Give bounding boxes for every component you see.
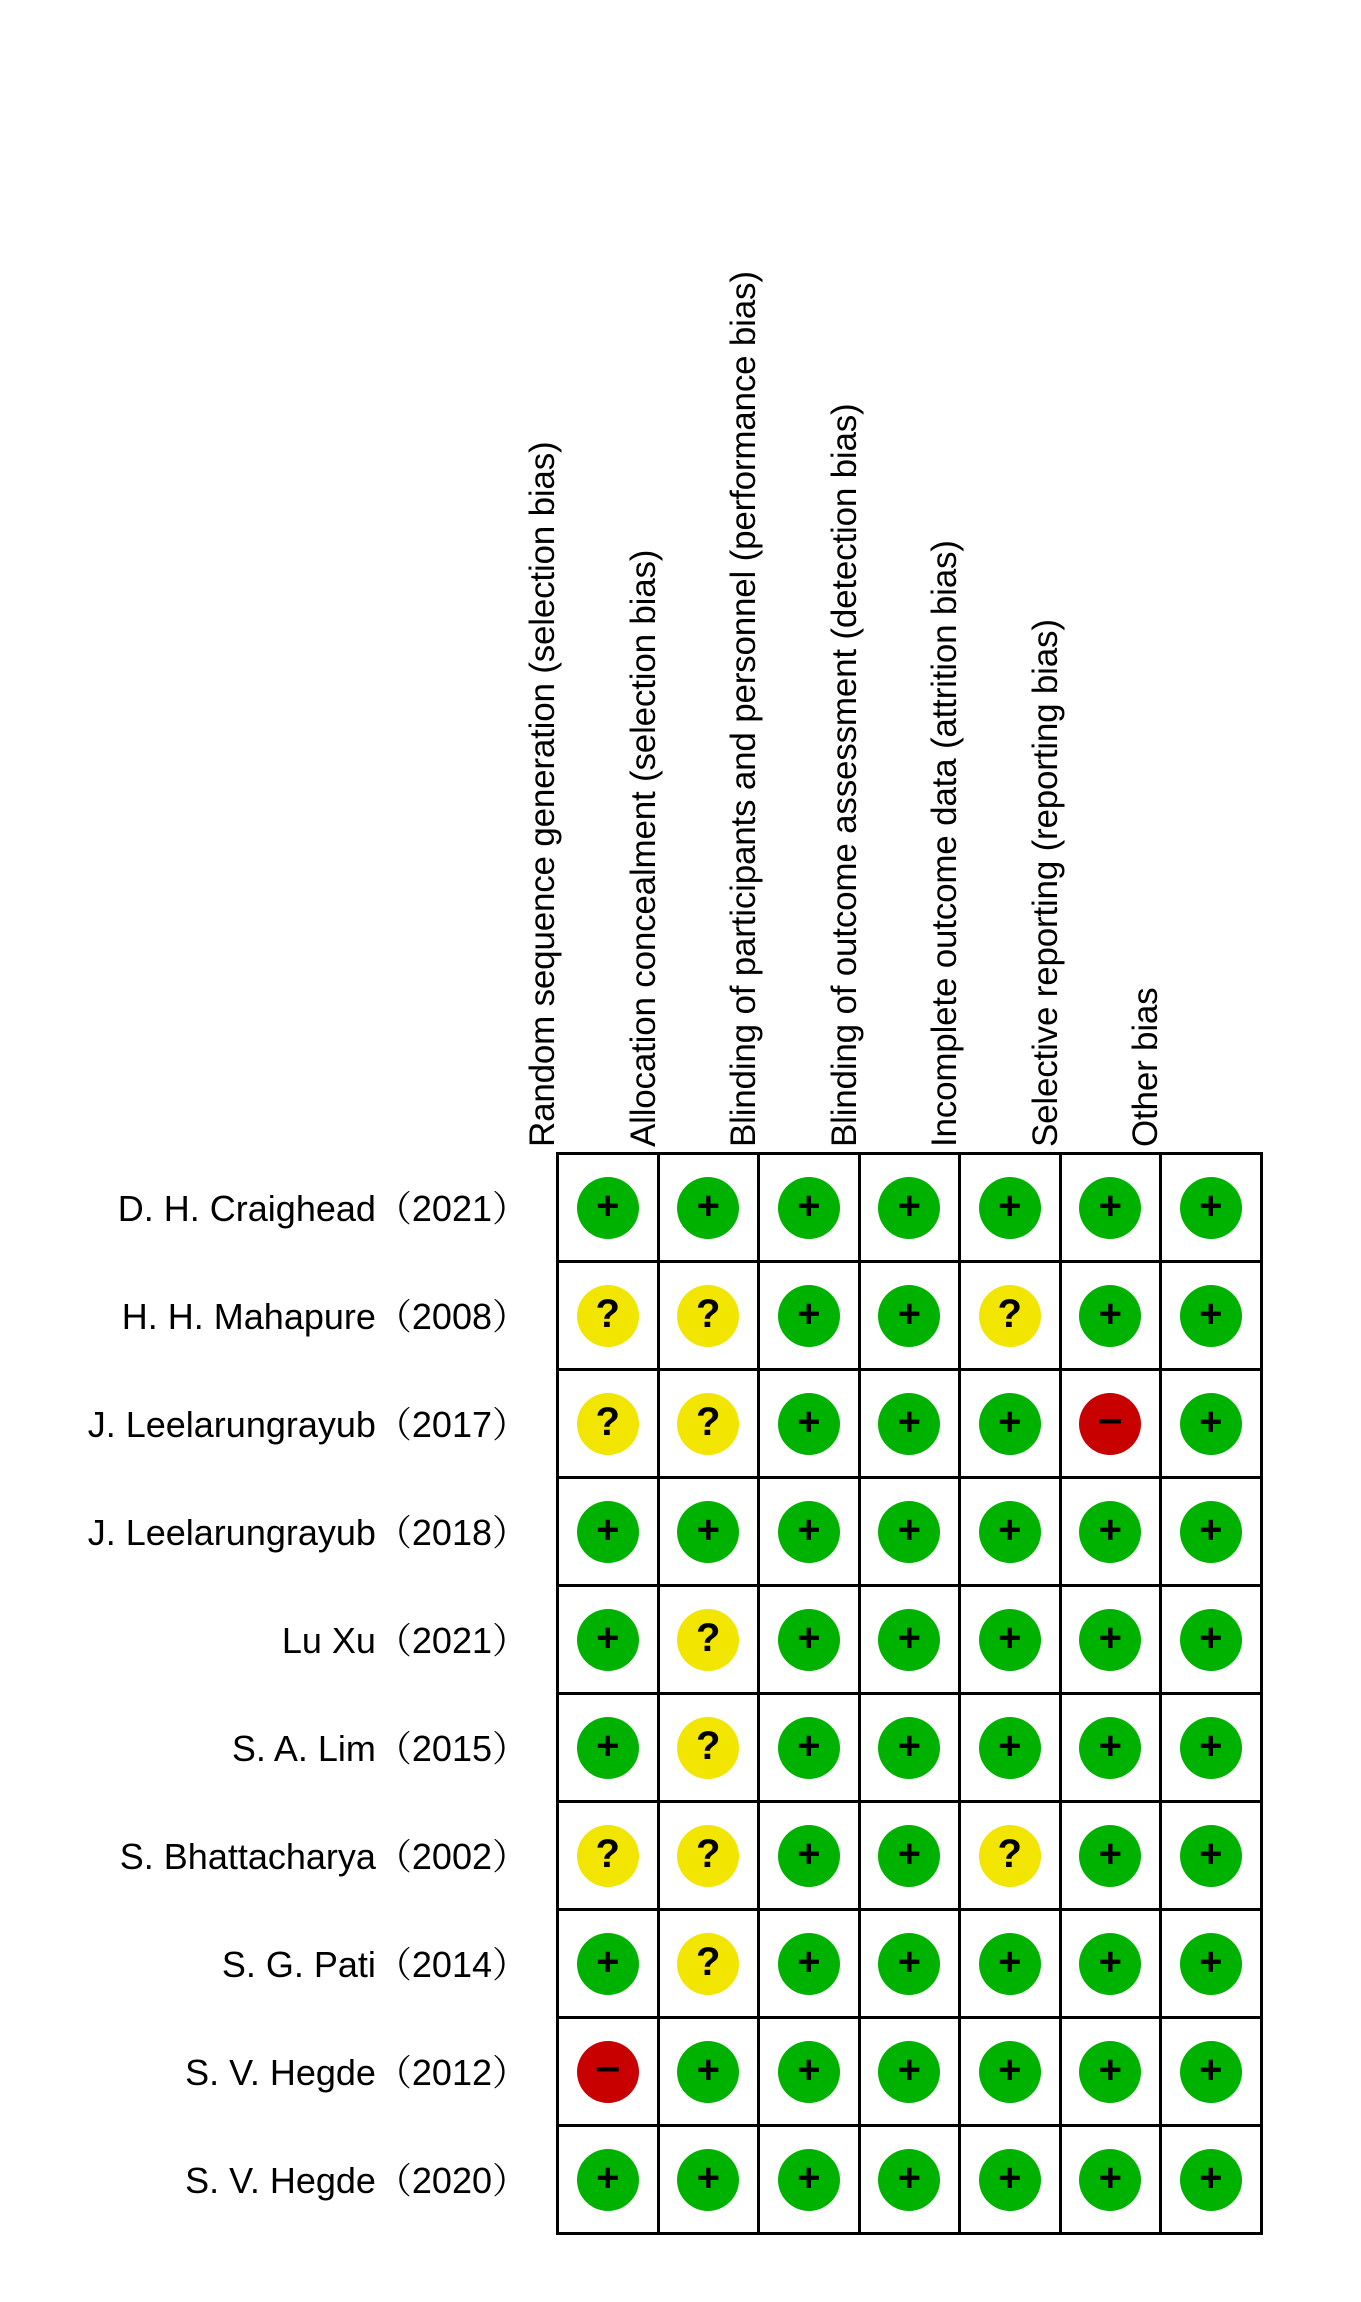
judgement-glyph: + (998, 2047, 1022, 2092)
judgement-low-icon (1180, 1609, 1242, 1671)
judgement-low-icon (1180, 1501, 1242, 1563)
judgement-low-icon (1079, 1825, 1141, 1887)
column-header-5 (1025, 155, 1065, 1155)
judgement-low-icon (1180, 1285, 1242, 1347)
study-label: S. V. Hegde（2020） (185, 2159, 528, 2201)
judgement-glyph: + (797, 2047, 821, 2092)
judgement-low-icon (878, 1825, 940, 1887)
judgement-glyph: + (1098, 1939, 1122, 1984)
judgement-glyph: ? (595, 1831, 620, 1876)
bias-cell (559, 2019, 660, 2127)
judgement-glyph: ? (595, 1291, 620, 1336)
bias-cell (760, 1479, 861, 1587)
bias-cell (961, 2019, 1062, 2127)
judgement-low-icon (677, 2041, 739, 2103)
judgement-low-icon (878, 2041, 940, 2103)
judgement-glyph: + (897, 1615, 921, 1660)
judgement-low-icon (577, 1609, 639, 1671)
judgement-low-icon (1180, 1717, 1242, 1779)
grid-row (559, 1263, 1263, 1371)
judgement-low-icon (1180, 2041, 1242, 2103)
judgement-glyph: + (897, 1507, 921, 1552)
judgement-glyph: + (596, 1723, 620, 1768)
bias-cell (961, 2127, 1062, 2235)
bias-cell (1062, 1479, 1163, 1587)
judgement-low-icon (778, 1933, 840, 1995)
study-label: D. H. Craighead（2021） (117, 1187, 528, 1229)
judgement-low-icon (979, 2149, 1041, 2211)
bias-cell (660, 1371, 761, 1479)
bias-cell (861, 1911, 962, 2019)
judgement-glyph: + (1199, 1615, 1223, 1660)
judgement-low-icon (677, 1501, 739, 1563)
bias-cell (1162, 1911, 1263, 2019)
study-label: Lu Xu（2021） (281, 1619, 528, 1661)
judgement-low-icon (878, 1717, 940, 1779)
bias-cell (961, 1479, 1062, 1587)
column-header-label: Blinding of participants and personnel (performance bias) (724, 271, 763, 1147)
judgement-low-icon (1079, 1609, 1141, 1671)
judgement-low-icon (577, 1177, 639, 1239)
bias-cell (559, 1155, 660, 1263)
bias-cell (1062, 1911, 1163, 2019)
bias-cell (760, 1803, 861, 1911)
study-label: S. V. Hegde（2012） (185, 2051, 528, 2093)
column-header-2 (726, 155, 761, 1155)
column-header-label: Allocation concealment (selection bias) (623, 549, 663, 1147)
bias-cell (961, 1263, 1062, 1371)
risk-of-bias-grid (556, 1152, 1263, 2235)
judgement-low-icon (1079, 1177, 1141, 1239)
bias-cell (660, 1155, 761, 1263)
judgement-glyph: ? (696, 1399, 721, 1444)
judgement-glyph: + (1199, 1507, 1223, 1552)
study-label: J. Leelarungrayub（2017） (87, 1403, 528, 1445)
judgement-low-icon (778, 2041, 840, 2103)
bias-cell (1162, 1371, 1263, 1479)
judgement-unclear-icon (677, 1609, 739, 1671)
judgement-low-icon (878, 1177, 940, 1239)
bias-cell (760, 1155, 861, 1263)
judgement-low-icon (979, 1177, 1041, 1239)
judgement-glyph: ? (997, 1831, 1022, 1876)
judgement-low-icon (677, 2149, 739, 2211)
bias-cell (1162, 1155, 1263, 1263)
judgement-glyph: + (998, 1939, 1022, 1984)
judgement-low-icon (1079, 1717, 1141, 1779)
judgement-glyph: + (797, 1399, 821, 1444)
bias-cell (961, 1911, 1062, 2019)
bias-cell (1062, 1155, 1163, 1263)
bias-cell (760, 1587, 861, 1695)
judgement-low-icon (1180, 1393, 1242, 1455)
judgement-glyph: + (1199, 1831, 1223, 1876)
judgement-low-icon (778, 1285, 840, 1347)
judgement-glyph: + (797, 1507, 821, 1552)
judgement-glyph: + (998, 1507, 1022, 1552)
bias-cell (660, 1263, 761, 1371)
judgement-glyph: + (696, 1507, 720, 1552)
judgement-glyph: ? (696, 1723, 721, 1768)
bias-cell (559, 2127, 660, 2235)
bias-cell (1162, 2019, 1263, 2127)
judgement-glyph: + (897, 1831, 921, 1876)
judgement-low-icon (979, 1717, 1041, 1779)
bias-cell (1062, 1803, 1163, 1911)
study-label: S. A. Lim（2015） (231, 1727, 528, 1769)
judgement-glyph: + (1199, 2047, 1223, 2092)
column-header-4 (927, 155, 962, 1155)
bias-cell (1062, 1587, 1163, 1695)
bias-cell (660, 1911, 761, 2019)
bias-cell (961, 1587, 1062, 1695)
judgement-glyph: + (897, 2155, 921, 2200)
judgement-unclear-icon (677, 1825, 739, 1887)
bias-cell (861, 1263, 962, 1371)
grid-row (559, 2019, 1263, 2127)
judgement-glyph: ? (696, 1291, 721, 1336)
column-header-0 (525, 155, 560, 1155)
study-label: J. Leelarungrayub（2018） (87, 1511, 528, 1553)
column-header-label: Blinding of outcome assessment (detection bias) (824, 403, 864, 1147)
grid-row (559, 1155, 1263, 1263)
judgement-low-icon (1180, 1825, 1242, 1887)
grid-row (559, 1479, 1263, 1587)
judgement-glyph: + (897, 1939, 921, 1984)
bias-cell (861, 1587, 962, 1695)
judgement-glyph: + (696, 2047, 720, 2092)
judgement-glyph: + (1199, 1399, 1223, 1444)
bias-cell (559, 1587, 660, 1695)
judgement-unclear-icon (979, 1285, 1041, 1347)
judgement-glyph: + (596, 1615, 620, 1660)
judgement-unclear-icon (577, 1825, 639, 1887)
column-header-label: Selective reporting (reporting bias) (1025, 619, 1065, 1147)
bias-cell (660, 2127, 761, 2235)
bias-cell (1162, 1479, 1263, 1587)
bias-cell (559, 1263, 660, 1371)
judgement-low-icon (878, 1501, 940, 1563)
column-header-label: Other bias (1126, 987, 1165, 1147)
grid-row (559, 1371, 1263, 1479)
bias-cell (1162, 1587, 1263, 1695)
grid-row (559, 1803, 1263, 1911)
bias-cell (961, 1371, 1062, 1479)
bias-cell (660, 1479, 761, 1587)
judgement-glyph: + (596, 2155, 620, 2200)
judgement-glyph: + (998, 1399, 1022, 1444)
column-header-3 (824, 155, 864, 1155)
judgement-glyph: + (797, 2155, 821, 2200)
judgement-unclear-icon (979, 1825, 1041, 1887)
bias-cell (861, 1695, 962, 1803)
judgement-low-icon (979, 1393, 1041, 1455)
bias-cell (961, 1803, 1062, 1911)
judgement-low-icon (778, 1393, 840, 1455)
judgement-low-icon (1079, 2149, 1141, 2211)
judgement-unclear-icon (577, 1393, 639, 1455)
bias-cell (1062, 1695, 1163, 1803)
judgement-low-icon (1079, 2041, 1141, 2103)
bias-cell (861, 1371, 962, 1479)
judgement-low-icon (778, 1825, 840, 1887)
judgement-glyph: + (897, 2047, 921, 2092)
judgement-low-icon (577, 1501, 639, 1563)
grid-row (559, 1911, 1263, 2019)
judgement-glyph: ? (595, 1399, 620, 1444)
judgement-high-icon (1079, 1393, 1141, 1455)
judgement-glyph: + (998, 1615, 1022, 1660)
judgement-unclear-icon (577, 1285, 639, 1347)
judgement-low-icon (878, 1609, 940, 1671)
judgement-glyph: + (897, 1399, 921, 1444)
judgement-low-icon (778, 1609, 840, 1671)
bias-cell (760, 1371, 861, 1479)
judgement-low-icon (577, 2149, 639, 2211)
judgement-glyph: + (1098, 1183, 1122, 1228)
judgement-glyph: + (1098, 1291, 1122, 1336)
bias-cell (559, 1911, 660, 2019)
bias-cell (1062, 2127, 1163, 2235)
judgement-glyph: + (998, 1183, 1022, 1228)
bias-cell (559, 1695, 660, 1803)
judgement-low-icon (577, 1717, 639, 1779)
judgement-glyph: + (1199, 1291, 1223, 1336)
judgement-glyph: + (1199, 2155, 1223, 2200)
judgement-low-icon (878, 1393, 940, 1455)
bias-cell (660, 2019, 761, 2127)
column-header-1 (623, 155, 663, 1155)
bias-cell (1062, 1371, 1163, 1479)
bias-cell (1162, 1803, 1263, 1911)
bias-cell (760, 2019, 861, 2127)
grid-row (559, 2127, 1263, 2235)
judgement-low-icon (979, 1501, 1041, 1563)
bias-cell (1062, 2019, 1163, 2127)
bias-cell (861, 1803, 962, 1911)
judgement-glyph: + (1098, 2155, 1122, 2200)
column-header-label: Incomplete outcome data (attrition bias) (925, 540, 964, 1147)
judgement-glyph: – (1098, 1393, 1123, 1443)
judgement-glyph: + (897, 1183, 921, 1228)
judgement-glyph: + (897, 1723, 921, 1768)
judgement-low-icon (778, 1177, 840, 1239)
judgement-low-icon (1079, 1501, 1141, 1563)
bias-cell (760, 2127, 861, 2235)
judgement-low-icon (878, 1285, 940, 1347)
judgement-unclear-icon (677, 1933, 739, 1995)
judgement-unclear-icon (677, 1717, 739, 1779)
column-header-group (523, 0, 1340, 1155)
judgement-glyph: + (1199, 1723, 1223, 1768)
bias-cell (660, 1803, 761, 1911)
bias-cell (961, 1695, 1062, 1803)
grid-row (559, 1695, 1263, 1803)
judgement-glyph: + (1199, 1183, 1223, 1228)
bias-cell (559, 1479, 660, 1587)
bias-cell (1162, 1695, 1263, 1803)
judgement-low-icon (878, 1933, 940, 1995)
study-label: S. Bhattacharya（2002） (119, 1835, 528, 1877)
judgement-glyph: + (797, 1723, 821, 1768)
judgement-low-icon (1180, 1177, 1242, 1239)
bias-cell (1162, 2127, 1263, 2235)
judgement-glyph: ? (997, 1291, 1022, 1336)
bias-cell (559, 1803, 660, 1911)
bias-cell (660, 1695, 761, 1803)
judgement-glyph: + (897, 1291, 921, 1336)
bias-cell (559, 1371, 660, 1479)
bias-cell (760, 1263, 861, 1371)
bias-cell (861, 1479, 962, 1587)
judgement-low-icon (778, 2149, 840, 2211)
judgement-glyph: ? (696, 1615, 721, 1660)
column-header-label: Random sequence generation (selection bias) (523, 441, 562, 1147)
judgement-glyph: + (998, 2155, 1022, 2200)
judgement-glyph: + (1098, 1615, 1122, 1660)
judgement-low-icon (677, 1177, 739, 1239)
grid-row (559, 1587, 1263, 1695)
judgement-low-icon (1180, 1933, 1242, 1995)
judgement-low-icon (577, 1933, 639, 1995)
bias-cell (1162, 1263, 1263, 1371)
judgement-glyph: + (596, 1507, 620, 1552)
judgement-glyph: + (1098, 1723, 1122, 1768)
judgement-low-icon (979, 2041, 1041, 2103)
judgement-glyph: + (797, 1831, 821, 1876)
bias-cell (760, 1911, 861, 2019)
judgement-glyph: ? (696, 1831, 721, 1876)
study-label: H. H. Mahapure（2008） (121, 1295, 528, 1337)
judgement-glyph: + (596, 1183, 620, 1228)
bias-cell (660, 1587, 761, 1695)
bias-cell (1062, 1263, 1163, 1371)
judgement-glyph: – (595, 2041, 620, 2091)
judgement-glyph: + (696, 1183, 720, 1228)
judgement-low-icon (1079, 1933, 1141, 1995)
judgement-glyph: + (1098, 1507, 1122, 1552)
judgement-low-icon (1180, 2149, 1242, 2211)
judgement-glyph: ? (696, 1939, 721, 1984)
judgement-unclear-icon (677, 1285, 739, 1347)
judgement-unclear-icon (677, 1393, 739, 1455)
judgement-low-icon (979, 1933, 1041, 1995)
judgement-glyph: + (998, 1723, 1022, 1768)
judgement-glyph: + (696, 2155, 720, 2200)
judgement-high-icon (577, 2041, 639, 2103)
bias-cell (861, 2019, 962, 2127)
judgement-glyph: + (596, 1939, 620, 1984)
judgement-glyph: + (1098, 2047, 1122, 2092)
study-label-group (0, 1152, 548, 2232)
judgement-glyph: + (1199, 1939, 1223, 1984)
judgement-glyph: + (797, 1183, 821, 1228)
judgement-glyph: + (797, 1615, 821, 1660)
judgement-low-icon (979, 1609, 1041, 1671)
judgement-glyph: + (1098, 1831, 1122, 1876)
judgement-low-icon (878, 2149, 940, 2211)
bias-cell (861, 1155, 962, 1263)
bias-cell (861, 2127, 962, 2235)
bias-cell (760, 1695, 861, 1803)
judgement-low-icon (1079, 1285, 1141, 1347)
study-label: S. G. Pati（2014） (221, 1943, 528, 1985)
judgement-glyph: + (797, 1291, 821, 1336)
judgement-glyph: + (797, 1939, 821, 1984)
bias-cell (961, 1155, 1062, 1263)
column-header-6 (1128, 155, 1163, 1155)
judgement-low-icon (778, 1501, 840, 1563)
judgement-low-icon (778, 1717, 840, 1779)
